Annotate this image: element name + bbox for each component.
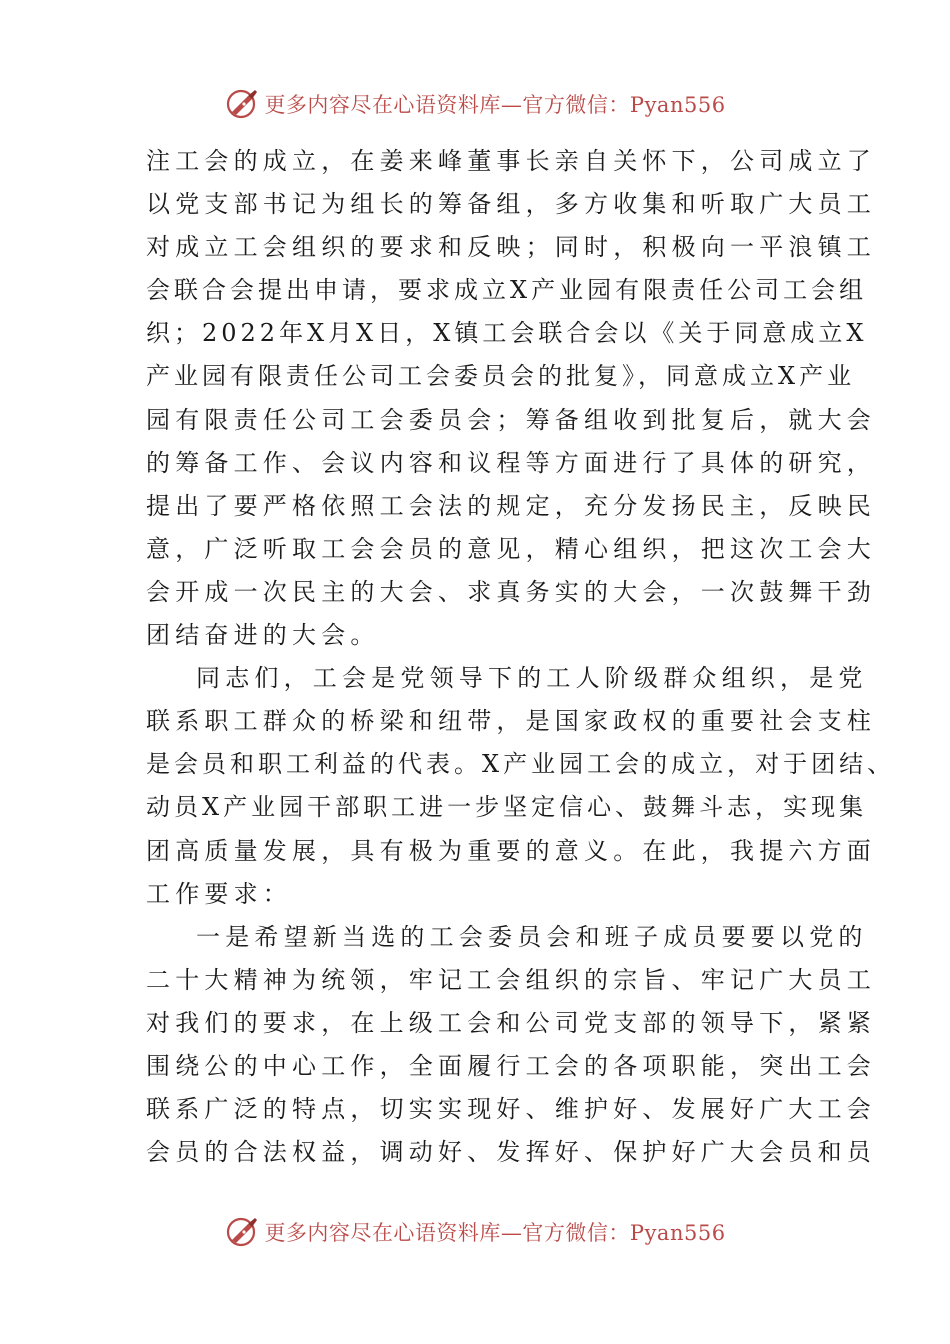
body-line: 会开成一次民主的大会、求真务实的大会，一次鼓舞干劲 (146, 577, 876, 606)
body-line: 会员的合法权益，调动好、发挥好、保护好广大会员和员 (146, 1138, 876, 1167)
footer-watermark-banner (0, 1212, 950, 1252)
body-line: 团高质量发展，具有极为重要的意义。在此，我提六方面 (146, 836, 876, 865)
body-line: 提出了要严格依照工会法的规定，充分发扬民主，反映民 (146, 491, 876, 520)
body-line: 会联合会提出申请，要求成立X产业园有限责任公司工会组 (146, 276, 868, 305)
body-line: 产业园有限责任公司工会委员会的批复》，同意成立X产业 (146, 362, 856, 391)
body-line: 对我们的要求，在上级工会和公司党支部的领导下，紧紧 (146, 1008, 876, 1037)
body-line: 团结奋进的大会。 (146, 621, 380, 650)
header-watermark-banner (0, 84, 950, 124)
body-line: 注工会的成立，在姜来峰董事长亲自关怀下，公司成立了 (146, 147, 876, 175)
body-line: 以党支部书记为组长的筹备组，多方收集和听取广大员工 (146, 190, 876, 219)
body-line: 动员X产业园干部职工进一步坚定信心、鼓舞斗志，实现集 (146, 793, 868, 822)
pen-nib-logo-icon (224, 1214, 260, 1250)
body-line: 工作要求： (146, 879, 292, 908)
body-line: 联系广泛的特点，切实实现好、维护好、发展好广大工会 (146, 1095, 876, 1124)
body-line: 联系职工群众的桥梁和纽带，是国家政权的重要社会支柱 (146, 707, 876, 736)
body-line: 二十大精神为统领，牢记工会组织的宗旨、牢记广大员工 (146, 965, 876, 994)
pen-nib-logo-icon (224, 86, 260, 122)
paragraph-first-line: 一是希望新当选的工会委员会和班子成员要要以党的 (196, 922, 868, 951)
paragraph-first-line: 同志们，工会是党领导下的工人阶级群众组织，是党 (196, 664, 868, 693)
body-line: 是会员和职工利益的代表。X产业园工会的成立，对于团结、 (146, 750, 896, 779)
body-line: 围绕公的中心工作，全面履行工会的各项职能，突出工会 (146, 1051, 876, 1080)
body-line: 园有限责任公司工会委员会；筹备组收到批复后，就大会 (146, 405, 876, 434)
body-line: 对成立工会组织的要求和反映；同时，积极向一平浪镇工 (146, 233, 876, 262)
document-body (146, 140, 896, 1174)
body-line: 的筹备工作、会议内容和议程等方面进行了具体的研究， (146, 448, 876, 477)
body-line: 织；2022年X月X日，X镇工会联合会以《关于同意成立X (146, 319, 868, 348)
header-watermark-text: 更多内容尽在心语资料库—官方微信：Pyan556 (264, 93, 726, 117)
body-line: 意，广泛听取工会会员的意见，精心组织，把这次工会大 (146, 534, 876, 563)
footer-watermark-text: 更多内容尽在心语资料库—官方微信：Pyan556 (264, 1221, 726, 1245)
